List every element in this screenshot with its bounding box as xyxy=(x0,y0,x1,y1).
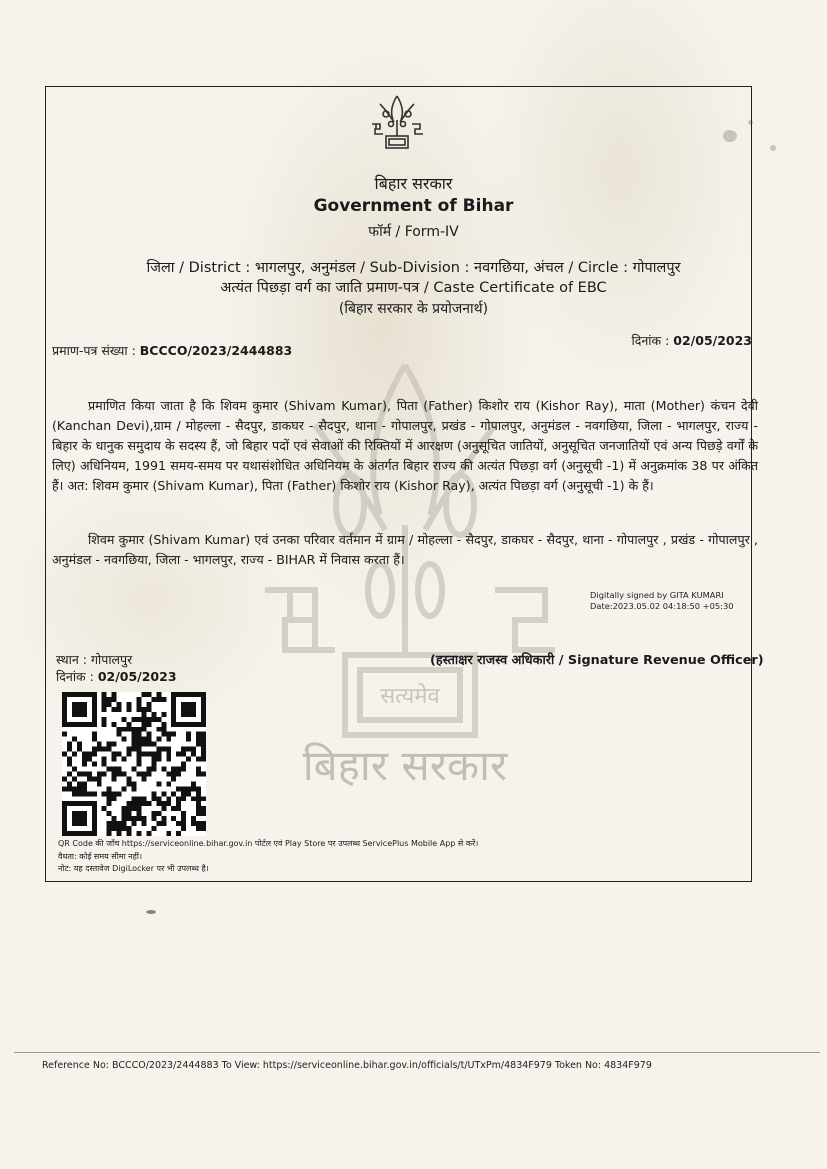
certificate-date-label: दिनांक : xyxy=(631,333,674,348)
paper-stain xyxy=(146,910,156,914)
issue-date-label: दिनांक : xyxy=(56,669,98,684)
reference-divider xyxy=(14,1052,820,1053)
residence-paragraph: शिवम कुमार (Shivam Kumar) एवं उनका परिवार वर्तमान में ग्राम / मोहल्ला - सैदपुर, डाकघर - सैदपुर, थाना - गोपालपुर , प्रखंड - गोपालपुर , अनुमंडल - नवगछिया, जिला - भागलपुर, राज्य - BIHAR में निवास करता हैं। xyxy=(52,532,758,567)
digital-signature-date: Date:2023.05.02 04:18:50 +05:30 xyxy=(590,601,734,611)
place-label: स्थान : xyxy=(56,652,91,667)
certificate-title: अत्यंत पिछड़ा वर्ग का जाति प्रमाण-पत्र / Caste Certificate of EBC xyxy=(220,280,607,296)
signature-officer xyxy=(430,650,764,668)
government-title: Government of Bihar xyxy=(313,196,514,216)
place-value: गोपालपुर xyxy=(90,652,133,667)
issue-date-value: 02/05/2023 xyxy=(97,669,177,684)
paper-stain xyxy=(770,145,776,151)
form-number: फॉर्म / Form-IV xyxy=(368,224,459,240)
verification-qr-code[interactable] xyxy=(62,692,206,836)
qr-verification-note: QR Code की जाँच https://serviceonline.bihar.gov.in पोर्टल एवं Play Store पर उपलब्ध ServicePlus Mobile App से करें। xyxy=(58,839,479,848)
hindi-government-title: बिहार सरकार xyxy=(374,174,453,193)
watermark-emblem-text: सत्यमेव xyxy=(380,684,440,709)
reference-line: Reference No: BCCCO/2023/2444883 To View: https://serviceonline.bihar.gov.in/officials/t/UTxPm/4834F979 Token No: 4834F979 xyxy=(42,1060,652,1071)
bihar-emblem-logo xyxy=(366,92,428,154)
watermark-text: बिहार सरकार xyxy=(302,741,508,790)
place xyxy=(56,651,132,668)
digilocker-note: नोट: यह दस्तावेज DigiLocker पर भी उपलब्ध है। xyxy=(58,864,209,873)
certificate-date-value: 02/05/2023 xyxy=(673,333,752,348)
certificate-number-value: BCCCO/2023/2444883 xyxy=(139,343,293,358)
signature-officer-text: (हस्ताक्षर राजस्व अधिकारी / Signature Revenue Officer) xyxy=(430,653,764,668)
validity-note: वैधता: कोई समय सीमा नहीं। xyxy=(58,851,142,861)
certificate-date xyxy=(631,332,752,349)
digital-signature-signer: Digitally signed by GITA KUMARI xyxy=(590,590,724,600)
footer-notes xyxy=(58,838,478,876)
certificate-number-label: प्रमाण-पत्र संख्या : xyxy=(52,343,140,358)
issue-date xyxy=(56,668,177,685)
certificate-body-paragraph: प्रमाणित किया जाता है कि शिवम कुमार (Shivam Kumar), पिता (Father) किशोर राय (Kishor Ray), माता (Mother) कंचन देवी (Kanchan Devi),ग्राम / मोहल्ला - सैदपुर, डाकघर - सैदपुर, थाना - गोपालपुर, प्रखंड - गोपालपुर, अनुमंडल - नवगछिया, जिला - भागलपुर, राज्य - बिहार के धानुक समुदाय के सदस्य हैं, जो बिहार पदों एवं सेवाओं की रिक्तियों में आरक्षण (अनुसूचित जातियों, अनुसूचित जनजातियों एवं अन्य पिछड़े वर्गों के लिए) अधिनियम, 1991 समय-समय पर यथासंशोधित अधिनियम के अंतर्गत बिहार राज्य की अत्यंत पिछड़ा वर्ग (अनुसूची -1) में अनुक्रमांक 38 पर अंकित हैं। अत: शिवम कुमार (Shivam Kumar), पिता (Father) किशोर राय (Kishor Ray), अत्यंत पिछड़ा वर्ग (अनुसूची -1) के हैं। xyxy=(52,398,758,493)
certificate-purpose: (बिहार सरकार के प्रयोजनार्थ) xyxy=(338,301,489,317)
digital-signature xyxy=(590,590,734,612)
certificate-number xyxy=(52,342,292,359)
district-line: जिला / District : भागलपुर, अनुमंडल / Sub-Division : नवगछिया, अंचल / Circle : गोपालपुर xyxy=(146,260,681,276)
